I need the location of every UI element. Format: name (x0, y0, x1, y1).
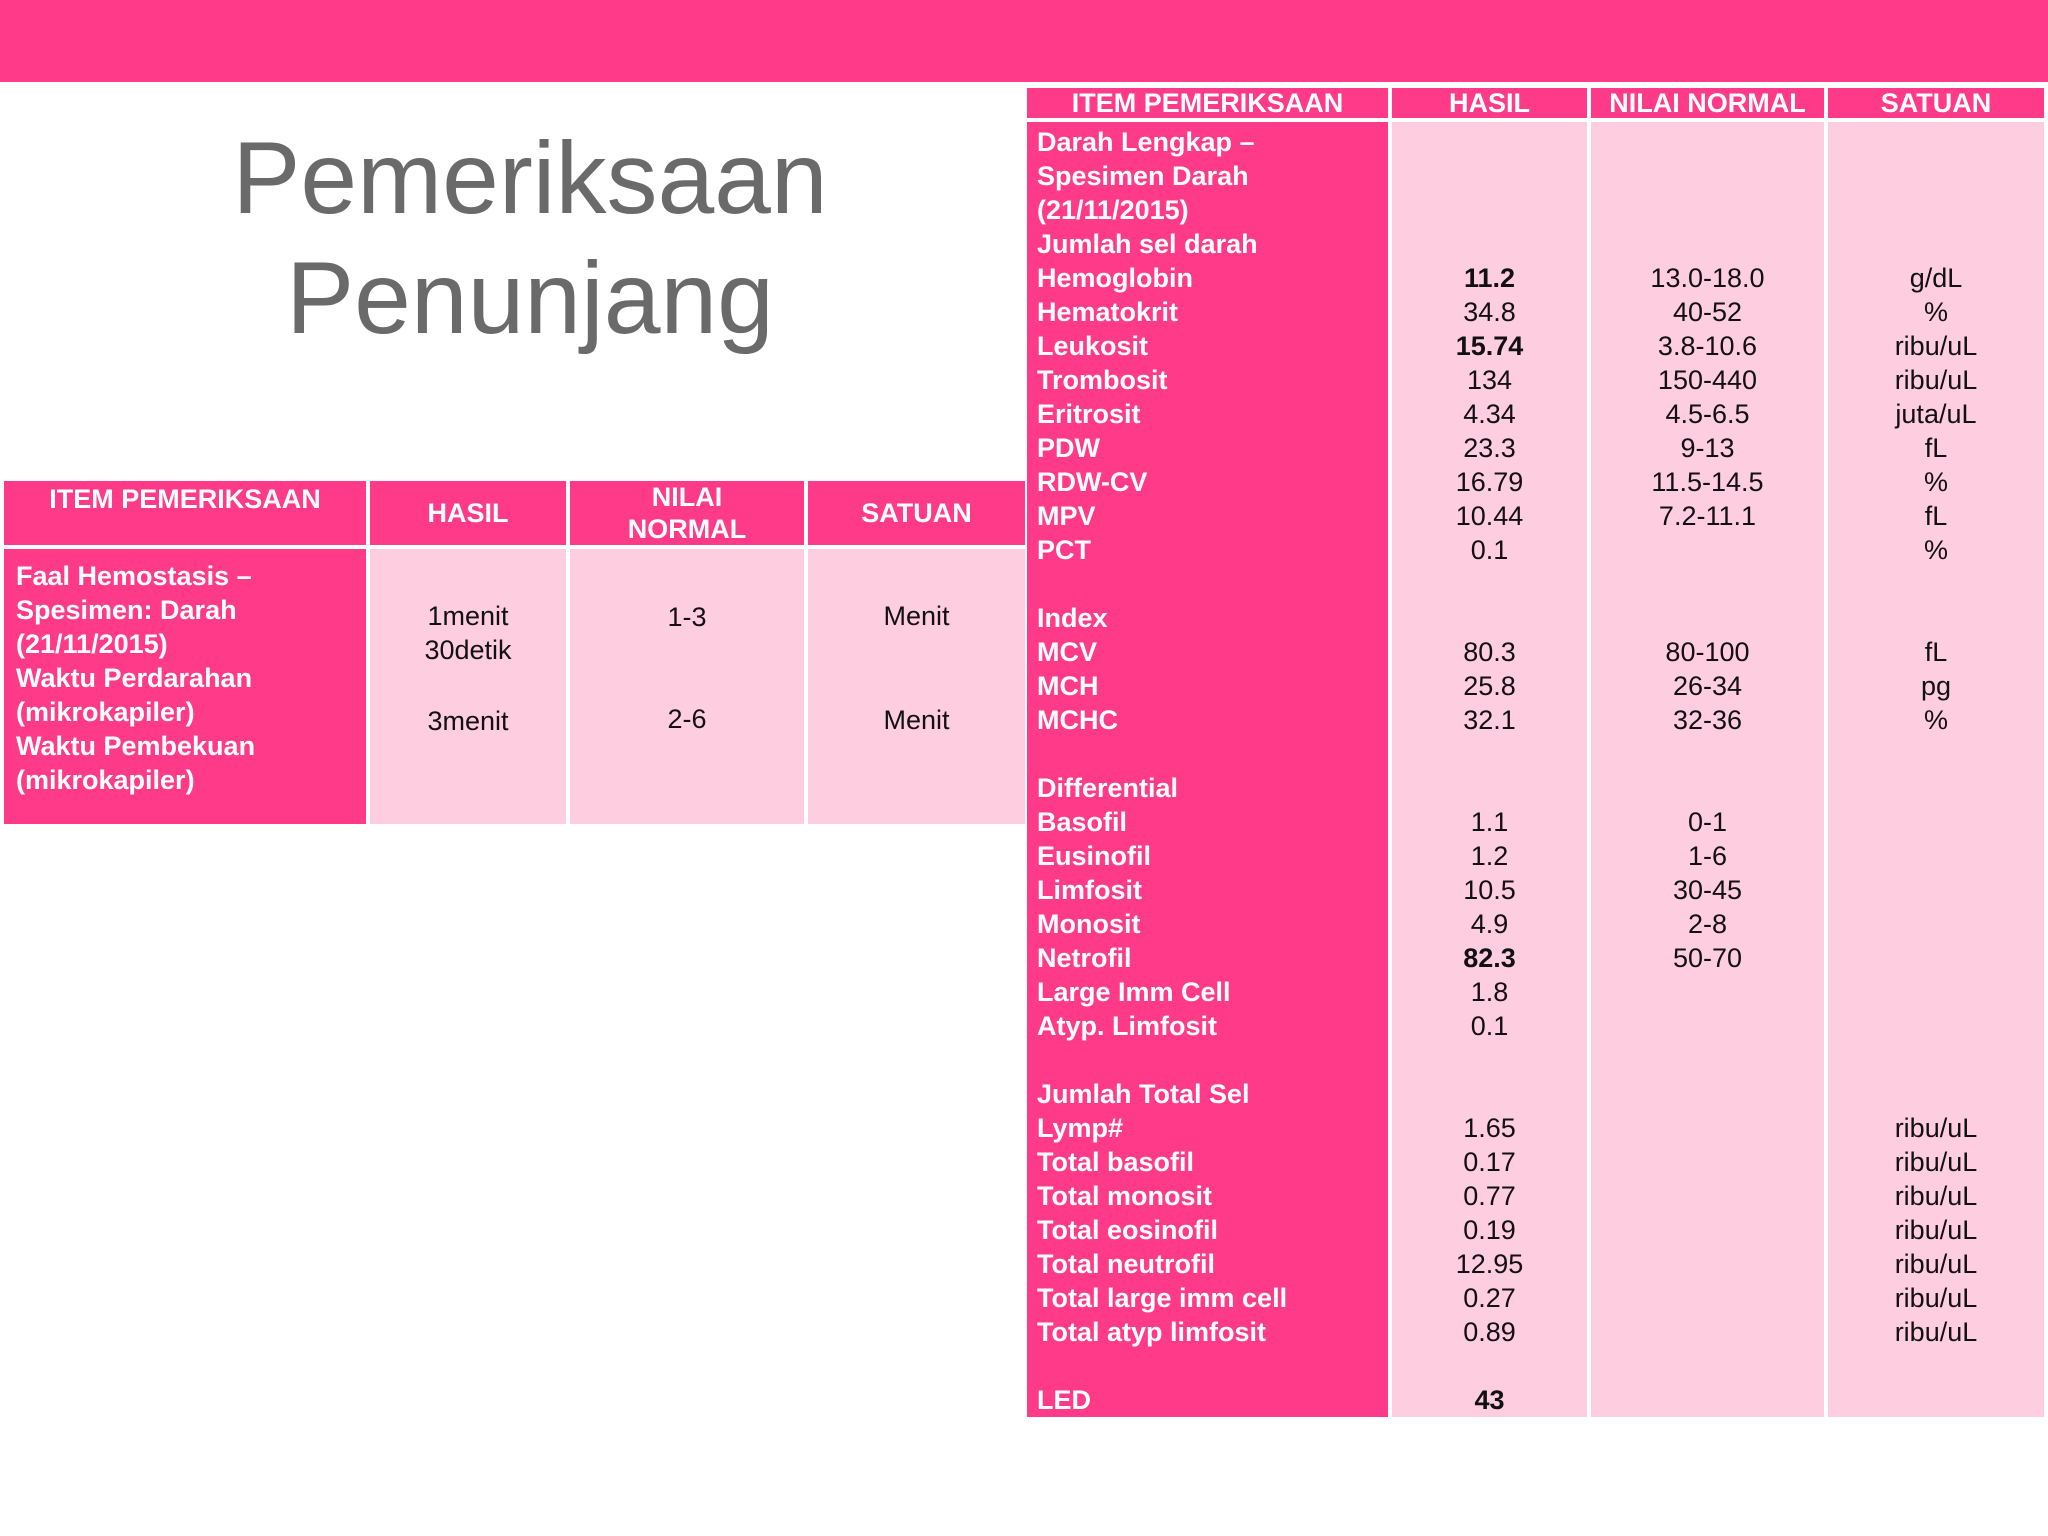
normal-value (1591, 975, 1824, 1009)
header-item-pemeriksaan: ITEM PEMERIKSAAN (4, 481, 366, 545)
normal-value (1591, 1043, 1824, 1077)
hemostasis-satuan-cell (808, 549, 1025, 824)
hasil-value: 1.1 (1470, 807, 1509, 837)
normal-value (1591, 193, 1824, 227)
satuan-value: ribu/uL (1894, 365, 1978, 395)
hasil-waktu-pembekuan: 3menit (427, 706, 509, 736)
satuan-value: % (1923, 297, 1948, 327)
satuan-value (1828, 737, 2044, 771)
table-row (4, 549, 1025, 824)
item-text: Jumlah Total Sel (1037, 1079, 1250, 1109)
item-line: (21/11/2015) (16, 629, 168, 659)
satuan-value (1828, 1383, 2044, 1417)
satuan-value: ribu/uL (1894, 331, 1978, 361)
hasil-value: 43 (1474, 1385, 1505, 1415)
normal-value: 0-1 (1687, 807, 1727, 837)
page-title (0, 118, 1060, 358)
hasil-value: 10.5 (1463, 875, 1516, 905)
item-line: (mikrokapiler) (16, 697, 195, 727)
normal-value: 80-100 (1665, 637, 1750, 667)
hasil-waktu-perdarahan-detik: 30detik (424, 635, 512, 665)
hasil-value (1392, 771, 1587, 805)
normal-value: 40-52 (1672, 297, 1742, 327)
hasil-value (1392, 1349, 1587, 1383)
satuan-value (1828, 941, 2044, 975)
item-text: Atyp. Limfosit (1037, 1011, 1217, 1041)
satuan-value (1828, 159, 2044, 193)
hasil-value: 32.1 (1463, 705, 1516, 735)
hasil-value: 11.2 (1464, 263, 1516, 293)
satuan-value (1828, 771, 2044, 805)
item-text: MPV (1037, 501, 1096, 531)
item-text (1037, 567, 1388, 601)
normal-value (1591, 1111, 1824, 1145)
hasil-value (1392, 1077, 1587, 1111)
satuan-waktu-perdarahan: Menit (883, 601, 950, 631)
satuan-value: ribu/uL (1894, 1181, 1978, 1211)
satuan-value (1828, 873, 2044, 907)
hasil-value: 4.9 (1470, 909, 1509, 939)
header-item-pemeriksaan: ITEM PEMERIKSAAN (1027, 88, 1388, 118)
normal-value (1591, 737, 1824, 771)
hasil-value: 1.65 (1463, 1113, 1516, 1143)
satuan-value: ribu/uL (1894, 1317, 1978, 1347)
normal-value: 26-34 (1672, 671, 1742, 701)
satuan-value: ribu/uL (1894, 1249, 1978, 1279)
item-text: (21/11/2015) (1037, 195, 1189, 225)
hasil-value: 82.3 (1463, 943, 1516, 973)
normal-value (1591, 159, 1824, 193)
normal-value: 32-36 (1672, 705, 1742, 735)
hemostasis-normal-cell (570, 549, 804, 824)
satuan-value (1828, 1077, 2044, 1111)
satuan-value (1828, 1043, 2044, 1077)
header-hasil: HASIL (1392, 88, 1587, 118)
satuan-value (1828, 975, 2044, 1009)
satuan-value: % (1923, 467, 1948, 497)
hemostasis-item-cell (4, 549, 366, 824)
normal-value (1591, 1315, 1824, 1349)
item-line: (mikrokapiler) (16, 765, 195, 795)
normal-value: 9-13 (1680, 433, 1735, 463)
satuan-value: pg (1920, 671, 1951, 701)
item-text: Eusinofil (1037, 841, 1151, 871)
item-text: Trombosit (1037, 365, 1168, 395)
header-satuan: SATUAN (808, 481, 1025, 545)
hasil-value: 12.95 (1455, 1249, 1524, 1279)
header-nilai-normal: NILAI NORMAL (1591, 88, 1824, 118)
item-line: Waktu Perdarahan (16, 663, 253, 693)
hasil-value: 15.74 (1455, 331, 1524, 361)
normal-value (1591, 1247, 1824, 1281)
hasil-value: 25.8 (1463, 671, 1516, 701)
normal-value (1591, 1213, 1824, 1247)
hasil-value: 0.1 (1470, 535, 1509, 565)
item-text: Hematokrit (1037, 297, 1179, 327)
item-line: Spesimen: Darah (16, 595, 237, 625)
hasil-value: 1.8 (1470, 977, 1509, 1007)
item-column (1027, 122, 1388, 1417)
satuan-value: g/dL (1909, 263, 1963, 293)
normal-value: 50-70 (1672, 943, 1742, 973)
normal-value (1591, 567, 1824, 601)
normal-column (1591, 122, 1824, 1417)
hasil-value (1392, 125, 1587, 159)
normal-value: 11.5-14.5 (1651, 467, 1764, 497)
item-text: Jumlah sel darah (1037, 229, 1258, 259)
top-banner (0, 0, 2048, 82)
darah-header-row (1027, 88, 2044, 118)
normal-value (1591, 1349, 1824, 1383)
hasil-value: 134 (1467, 365, 1513, 395)
hasil-column (1392, 122, 1587, 1417)
page-title-line-2: Penunjang (286, 241, 774, 355)
hasil-value (1392, 567, 1587, 601)
header-satuan: SATUAN (1828, 88, 2044, 118)
item-text: LED (1037, 1385, 1091, 1415)
satuan-value: fL (1924, 637, 1948, 667)
hasil-value: 0.27 (1463, 1283, 1516, 1313)
normal-value: 4.5-6.5 (1665, 399, 1750, 429)
item-line: Faal Hemostasis – (16, 561, 252, 591)
hemostasis-table (0, 477, 1029, 828)
hasil-value: 1.2 (1470, 841, 1509, 871)
hasil-value (1392, 601, 1587, 635)
normal-value (1591, 771, 1824, 805)
satuan-value (1828, 1009, 2044, 1043)
normal-value: 13.0-18.0 (1650, 263, 1765, 293)
satuan-value: % (1923, 535, 1948, 565)
hasil-value: 0.17 (1463, 1147, 1516, 1177)
item-text: Large Imm Cell (1037, 977, 1231, 1007)
normal-value (1591, 1009, 1824, 1043)
hasil-value (1392, 737, 1587, 771)
item-text (1037, 1349, 1388, 1383)
hemostasis-hasil-cell (370, 549, 566, 824)
normal-value (1591, 1383, 1824, 1417)
satuan-value (1828, 1349, 2044, 1383)
satuan-value (1828, 567, 2044, 601)
item-text: RDW-CV (1037, 467, 1148, 497)
normal-value (1591, 125, 1824, 159)
hasil-value: 16.79 (1455, 467, 1524, 497)
normal-waktu-pembekuan: 2-6 (667, 704, 707, 734)
hasil-value: 0.19 (1463, 1215, 1516, 1245)
hasil-value: 0.1 (1470, 1011, 1509, 1041)
normal-value (1591, 601, 1824, 635)
hasil-value: 10.44 (1455, 501, 1524, 531)
satuan-value (1828, 839, 2044, 873)
item-text: MCHC (1037, 705, 1118, 735)
item-text: Total neutrofil (1037, 1249, 1215, 1279)
item-text: PCT (1037, 535, 1091, 565)
satuan-value (1828, 907, 2044, 941)
item-text: MCV (1037, 637, 1097, 667)
item-text: Differential (1037, 773, 1179, 803)
item-line: Waktu Pembekuan (16, 731, 256, 761)
item-text (1037, 1043, 1388, 1077)
item-text: Total basofil (1037, 1147, 1195, 1177)
satuan-value: fL (1924, 433, 1948, 463)
hemostasis-header-row (4, 481, 1025, 545)
normal-value: 2-8 (1687, 909, 1727, 939)
darah-lengkap-table (1023, 84, 2048, 1421)
hasil-value: 4.34 (1463, 399, 1516, 429)
hasil-value: 0.89 (1463, 1317, 1516, 1347)
satuan-value: % (1923, 705, 1948, 735)
item-text: Spesimen Darah (1037, 161, 1249, 191)
item-text: Eritrosit (1037, 399, 1141, 429)
page-title-line-1: Pemeriksaan (232, 121, 828, 235)
item-text: Netrofil (1037, 943, 1132, 973)
satuan-value (1828, 805, 2044, 839)
normal-value (1591, 1145, 1824, 1179)
satuan-value: ribu/uL (1894, 1147, 1978, 1177)
hasil-value: 34.8 (1463, 297, 1516, 327)
item-text: Monosit (1037, 909, 1141, 939)
satuan-value (1828, 193, 2044, 227)
satuan-value: juta/uL (1895, 399, 1977, 429)
header-nilai-line-2: NORMAL (627, 514, 747, 544)
satuan-value: fL (1924, 501, 1948, 531)
normal-value: 3.8-10.6 (1657, 331, 1757, 361)
item-text (1037, 737, 1388, 771)
hasil-value (1392, 227, 1587, 261)
normal-waktu-perdarahan: 1-3 (667, 602, 707, 632)
hasil-value: 23.3 (1463, 433, 1516, 463)
normal-value (1591, 1077, 1824, 1111)
satuan-value (1828, 125, 2044, 159)
hasil-value (1392, 159, 1587, 193)
normal-value (1591, 1179, 1824, 1213)
normal-value: 150-440 (1657, 365, 1758, 395)
satuan-value (1828, 227, 2044, 261)
hasil-value: 0.77 (1463, 1181, 1516, 1211)
normal-value: 1-6 (1687, 841, 1727, 871)
normal-value: 30-45 (1672, 875, 1742, 905)
item-text: Basofil (1037, 807, 1128, 837)
satuan-value: ribu/uL (1894, 1283, 1978, 1313)
satuan-waktu-pembekuan: Menit (883, 705, 950, 735)
item-text: Lymp# (1037, 1113, 1124, 1143)
hasil-value (1392, 193, 1587, 227)
item-text: Total large imm cell (1037, 1283, 1288, 1313)
normal-value (1591, 1281, 1824, 1315)
item-text: PDW (1037, 433, 1100, 463)
normal-value: 7.2-11.1 (1658, 501, 1756, 531)
satuan-value: ribu/uL (1894, 1215, 1978, 1245)
normal-value (1591, 533, 1824, 567)
darah-body-row (1027, 122, 2044, 1417)
normal-value (1591, 227, 1824, 261)
satuan-value (1828, 601, 2044, 635)
item-text: Darah Lengkap – (1037, 127, 1255, 157)
hasil-value (1392, 1043, 1587, 1077)
satuan-value: ribu/uL (1894, 1113, 1978, 1143)
header-nilai-line-1: NILAI (651, 482, 723, 512)
item-text: Hemoglobin (1037, 263, 1193, 293)
satuan-column (1828, 122, 2044, 1417)
item-text: Index (1037, 603, 1108, 633)
item-text: Total monosit (1037, 1181, 1212, 1211)
hasil-waktu-perdarahan: 1menit (427, 601, 509, 631)
item-text: Total eosinofil (1037, 1215, 1218, 1245)
header-nilai-normal (570, 481, 804, 545)
item-text: Leukosit (1037, 331, 1149, 361)
item-text: Total atyp limfosit (1037, 1317, 1267, 1347)
item-text: MCH (1037, 671, 1099, 701)
item-text: Limfosit (1037, 875, 1142, 905)
header-hasil: HASIL (370, 481, 566, 545)
hasil-value: 80.3 (1463, 637, 1516, 667)
